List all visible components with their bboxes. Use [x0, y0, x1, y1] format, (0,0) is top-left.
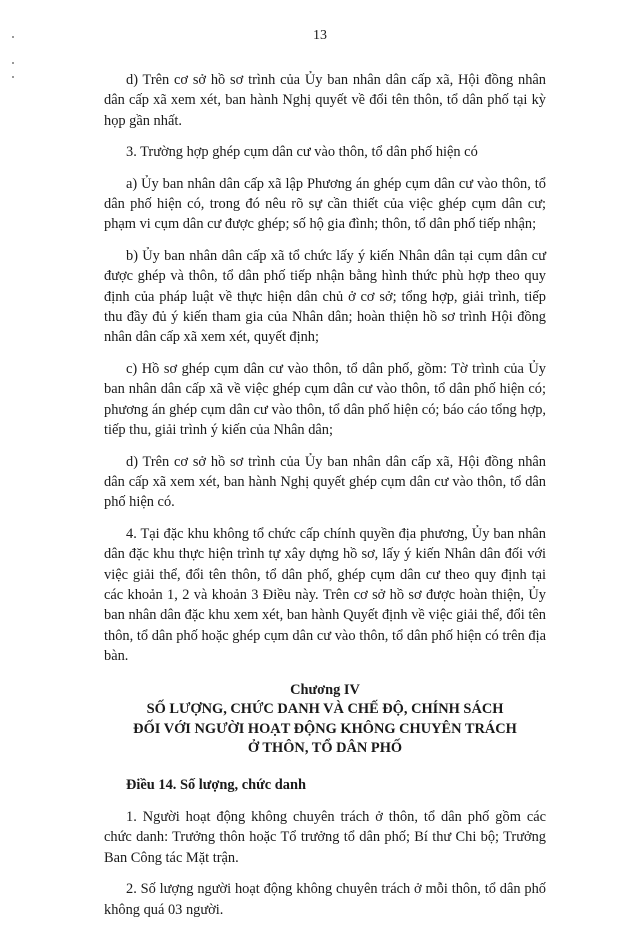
- document-body: [104, 70, 546, 931]
- page-number: 13: [313, 28, 327, 43]
- chapter-title-line: ĐỐI VỚI NGƯỜI HOẠT ĐỘNG KHÔNG CHUYÊN TRÁCH: [133, 720, 517, 737]
- paragraph: 1. Người hoạt động không chuyên trách ở thôn, tổ dân phố gồm các chức danh: Trưởng thôn hoặc Tổ trưởng tổ dân phố; Bí thư Chi bộ; Trưởng Ban Công tác Mặt trận.: [104, 808, 546, 866]
- scan-mark: [12, 76, 14, 78]
- paragraph: d) Trên cơ sở hồ sơ trình của Ủy ban nhân dân cấp xã, Hội đồng nhân dân cấp xã xem xét, ban hành Nghị quyết về đổi tên thôn, tổ dân phố tại kỳ họp gần nhất.: [104, 72, 546, 129]
- chapter-number: Chương IV: [290, 681, 360, 698]
- paragraph: 3. Trường hợp ghép cụm dân cư vào thôn, tổ dân phố hiện có: [126, 144, 478, 161]
- paragraph: 4. Tại đặc khu không tổ chức cấp chính quyền địa phương, Ủy ban nhân dân đặc khu thực hiện trình tự xây dựng hồ sơ, lấy ý kiến Nhân dân đối với việc giải thể, đổi tên thôn, tổ dân phố, ghép cụm dân cư theo quy định tại các khoản 1, 2 và khoản 3 Điều này. Trên cơ sở hồ sơ được hoàn thiện, Ủy ban nhân dân đặc khu xem xét, ban hành Quyết định về việc giải thể, đổi tên thôn, tổ dân phố hoặc ghép cụm dân cư vào thôn, tổ dân phố hiện có trên địa bàn.: [104, 525, 546, 665]
- paragraph: c) Hồ sơ ghép cụm dân cư vào thôn, tổ dân phố, gồm: Tờ trình của Ủy ban nhân dân cấp xã về việc ghép cụm dân cư vào thôn, tổ dân phố hiện có; phương án ghép cụm dân cư vào thôn, tổ dân phố hiện có; báo cáo tổng hợp, tiếp thu, giải trình ý kiến của Nhân dân;: [104, 360, 546, 439]
- scan-mark: [12, 62, 14, 64]
- paragraph: 2. Số lượng người hoạt động không chuyên trách ở mỗi thôn, tổ dân phố không quá 03 người.: [104, 881, 546, 918]
- article-heading: Điều 14. Số lượng, chức danh: [126, 776, 306, 793]
- chapter-title-line: SỐ LƯỢNG, CHỨC DANH VÀ CHẾ ĐỘ, CHÍNH SÁCH: [146, 701, 504, 718]
- paragraph: a) Ủy ban nhân dân cấp xã lập Phương án ghép cụm dân cư vào thôn, tổ dân phố hiện có, trong đó nêu rõ sự cần thiết của việc ghép cụm dân cư; phạm vi cụm dân cư được ghép; số hộ gia đình; thôn, tổ dân phố tiếp nhận;: [104, 175, 546, 233]
- chapter-title-line: Ở THÔN, TỔ DÂN PHỐ: [247, 740, 403, 757]
- paragraph: d) Trên cơ sở hồ sơ trình của Ủy ban nhân dân cấp xã, Hội đồng nhân dân cấp xã xem xét, ban hành Nghị quyết ghép cụm dân cư vào thôn, tổ dân phố hiện có.: [104, 453, 546, 511]
- paragraph: b) Ủy ban nhân dân cấp xã tổ chức lấy ý kiến Nhân dân tại cụm dân cư được ghép và thôn, tổ dân phố tiếp nhận bằng hình thức phù hợp theo quy định của pháp luật về thực hiện dân chủ ở cơ sở; tổng hợp, giải trình, tiếp thu đầy đủ ý kiến tham gia của Nhân dân; hoàn thiện hồ sơ trình Hội đồng nhân dân cấp xã xem xét, quyết định;: [104, 247, 546, 346]
- chapter-title: [104, 700, 546, 759]
